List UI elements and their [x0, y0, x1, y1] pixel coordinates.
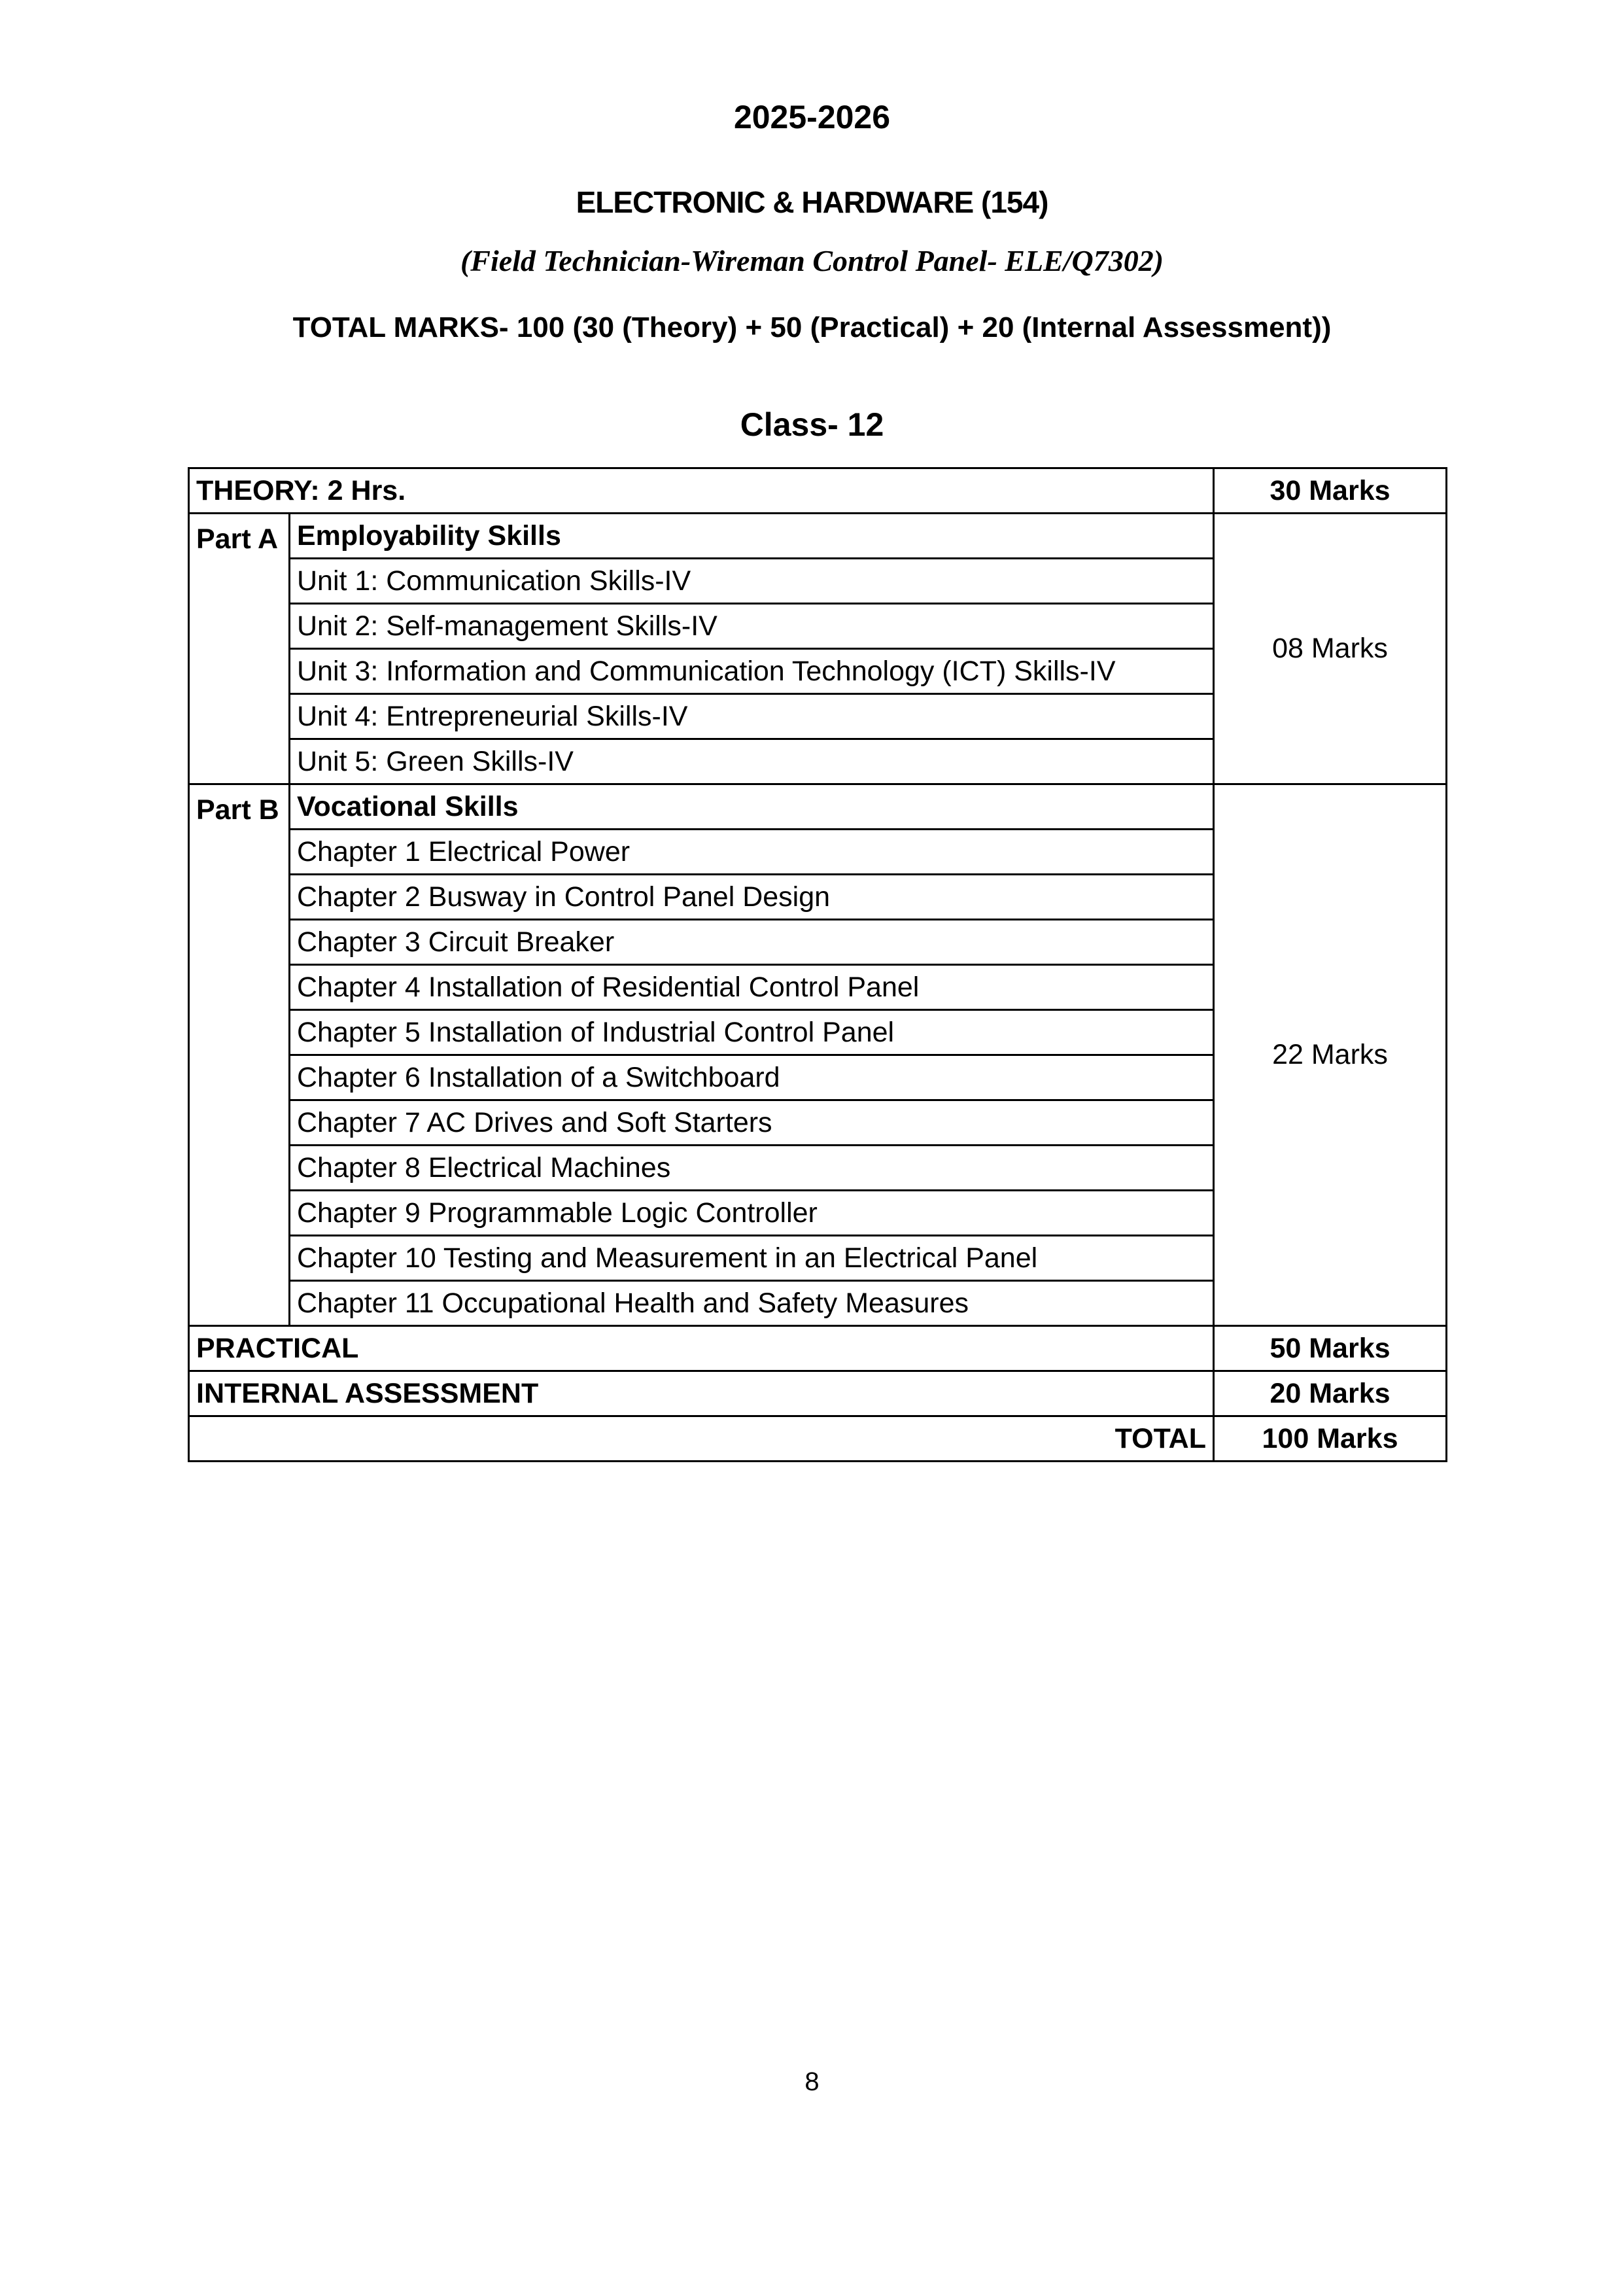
subject-title: ELECTRONIC & HARDWARE (154) [576, 185, 1048, 219]
practical-label: PRACTICAL [189, 1326, 1214, 1371]
practical-marks: 50 Marks [1214, 1326, 1447, 1371]
class-heading: Class- 12 [740, 406, 884, 443]
part-a-heading-row [189, 514, 1447, 559]
chapter-11: Chapter 11 Occupational Health and Safety Measures [290, 1281, 1214, 1326]
academic-year: 2025-2026 [733, 99, 891, 135]
internal-row [189, 1371, 1447, 1416]
total-label: TOTAL [189, 1416, 1214, 1462]
page-number: 8 [804, 2067, 820, 2096]
chapter-9: Chapter 9 Programmable Logic Controller [290, 1191, 1214, 1236]
chapter-5: Chapter 5 Installation of Industrial Control Panel [290, 1010, 1214, 1055]
unit-3: Unit 3: Information and Communication Technology (ICT) Skills-IV [290, 649, 1214, 694]
part-b-heading-row [189, 784, 1447, 830]
job-role: (Field Technician-Wireman Control Panel- ELE/Q7302) [460, 244, 1164, 277]
practical-row [189, 1326, 1447, 1371]
part-a-marks: 08 Marks [1214, 514, 1447, 784]
unit-4: Unit 4: Entrepreneurial Skills-IV [290, 694, 1214, 739]
chapter-6: Chapter 6 Installation of a Switchboard [290, 1055, 1214, 1100]
chapter-7: Chapter 7 AC Drives and Soft Starters [290, 1100, 1214, 1146]
internal-label: INTERNAL ASSESSMENT [189, 1371, 1214, 1416]
chapter-2: Chapter 2 Busway in Control Panel Design [290, 875, 1214, 920]
part-b-label: Part B [189, 784, 290, 1326]
part-a-label: Part A [189, 514, 290, 784]
theory-label: THEORY: 2 Hrs. [189, 468, 1214, 514]
unit-2: Unit 2: Self-management Skills-IV [290, 604, 1214, 649]
theory-row [189, 468, 1447, 514]
chapter-3: Chapter 3 Circuit Breaker [290, 920, 1214, 965]
total-marks-summary: TOTAL MARKS- 100 (30 (Theory) + 50 (Practical) + 20 (Internal Assessment)) [292, 311, 1332, 343]
part-a-heading: Employability Skills [290, 514, 1214, 559]
chapter-4: Chapter 4 Installation of Residential Control Panel [290, 965, 1214, 1010]
chapter-1: Chapter 1 Electrical Power [290, 830, 1214, 875]
theory-marks: 30 Marks [1214, 468, 1447, 514]
internal-marks: 20 Marks [1214, 1371, 1447, 1416]
syllabus-table [188, 467, 1447, 1462]
chapter-10: Chapter 10 Testing and Measurement in an Electrical Panel [290, 1236, 1214, 1281]
total-marks: 100 Marks [1214, 1416, 1447, 1462]
part-b-heading: Vocational Skills [290, 784, 1214, 830]
total-row [189, 1416, 1447, 1462]
unit-5: Unit 5: Green Skills-IV [290, 739, 1214, 784]
unit-1: Unit 1: Communication Skills-IV [290, 559, 1214, 604]
part-b-marks: 22 Marks [1214, 784, 1447, 1326]
chapter-8: Chapter 8 Electrical Machines [290, 1146, 1214, 1191]
